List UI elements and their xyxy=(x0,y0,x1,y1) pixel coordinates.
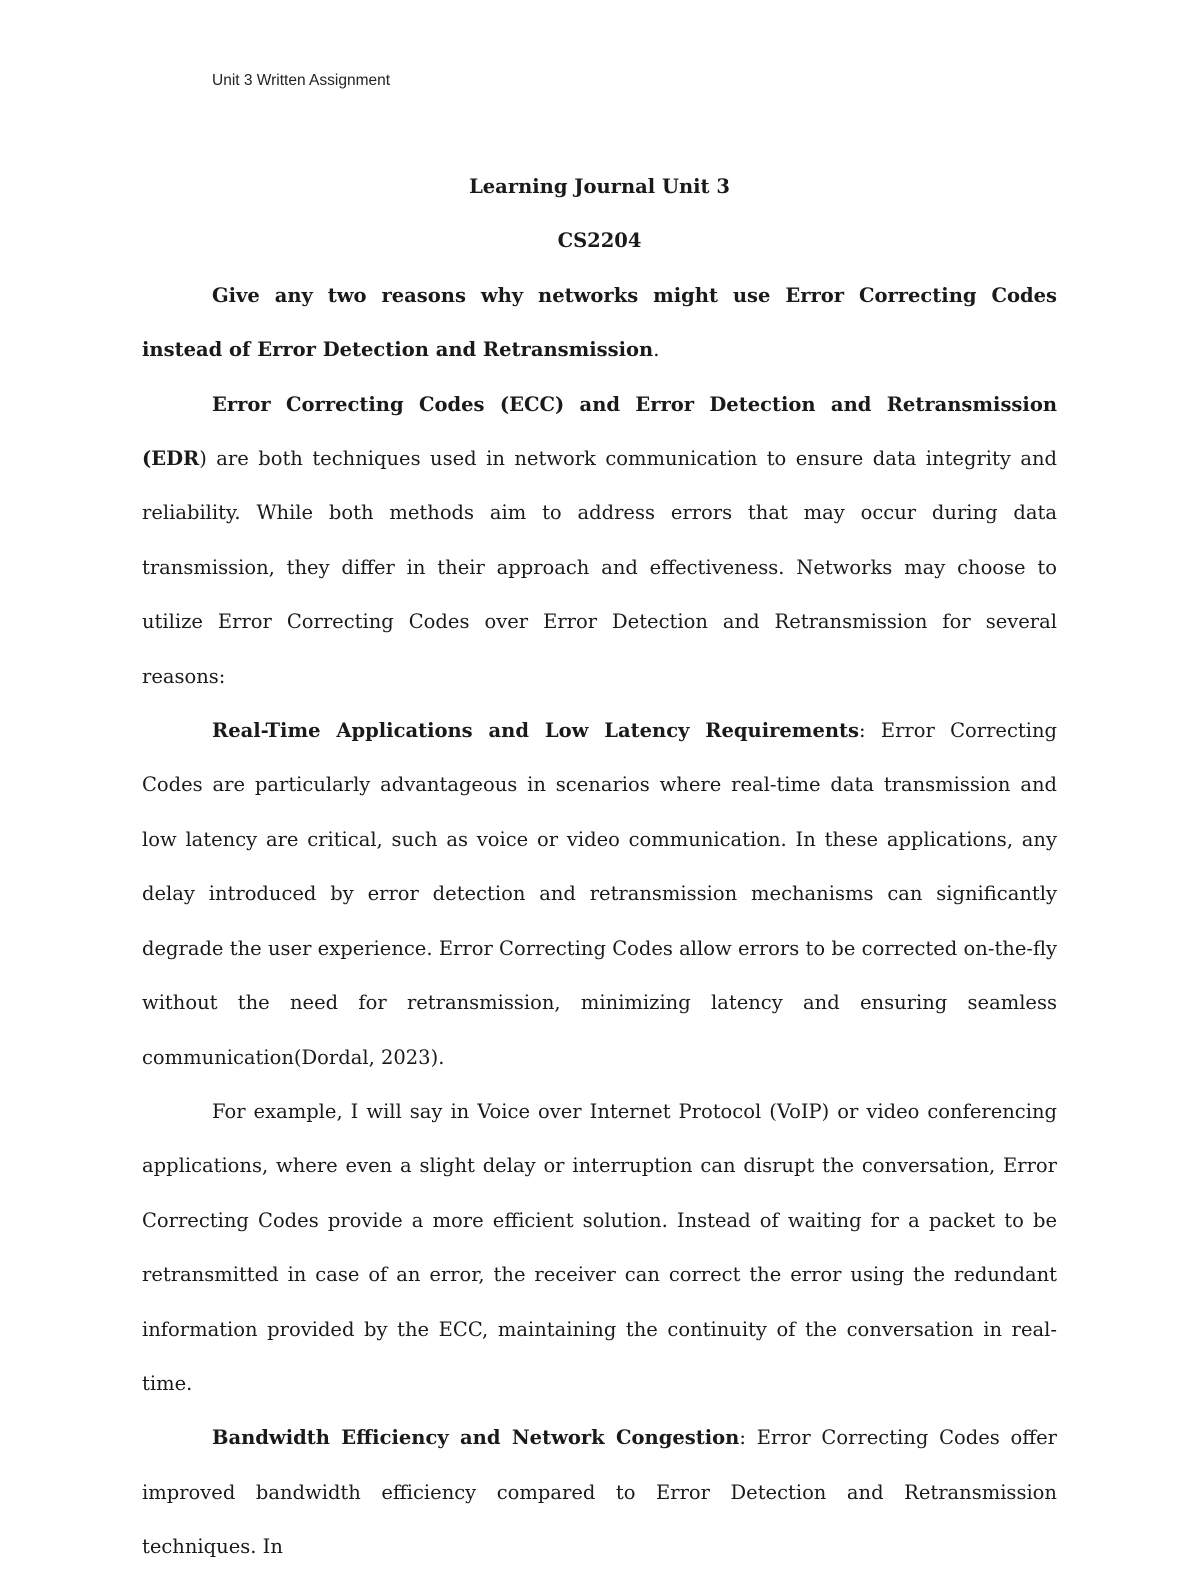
intro-paragraph xyxy=(142,378,1057,704)
question-text: Give any two reasons why networks might use Error Correcting Codes instead of Error Detection and Retransmission xyxy=(142,283,1057,362)
reason-1-text: : Error Correcting Codes are particularly advantageous in scenarios where real-time data transmission and low latency are critical, such as voice or video communication. In these applications, any delay introduced by error detection and retransmission mechanisms can significantly degrade the user experience. Error Correcting Codes allow errors to be corrected on-the-fly without the need for retransmission, minimizing latency and ensuring seamless communication(Dordal, 2023). xyxy=(142,719,1057,1069)
document-body xyxy=(142,160,1057,1575)
reason-2-heading: Bandwidth Efficiency and Network Congestion xyxy=(212,1426,740,1450)
course-code: CS2204 xyxy=(557,229,642,253)
journal-title: Learning Journal Unit 3 xyxy=(469,175,730,198)
reason-2-paragraph xyxy=(142,1411,1057,1574)
intro-bold: Error Correcting Codes (ECC) and Error Detection and Retransmission (EDR xyxy=(142,392,1057,471)
intro-text: ) are both techniques used in network communication to ensure data integrity and reliability. While both methods aim to address errors that may occur during data transmission, they differ in their approach and effectiveness. Networks may choose to utilize Error Correcting Codes over Error Detection and Retransmission for several reasons: xyxy=(142,447,1057,688)
question-paragraph xyxy=(142,269,1057,378)
reason-1-paragraph xyxy=(142,704,1057,1085)
running-header: Unit 3 Written Assignment xyxy=(212,72,391,89)
reason-2-text: : Error Correcting Codes offer improved bandwidth efficiency compared to Error Detection and Retransmission techniques. In xyxy=(142,1426,1058,1559)
example-paragraph: For example, I will say in Voice over Internet Protocol (VoIP) or video conferencing applications, where even a slight delay or interruption can disrupt the conversation, Error Correcting Codes provide a more efficient solution. Instead of waiting for a packet to be retransmitted in case of an error, the receiver can correct the error using the redundant information provided by the ECC, maintaining the continuity of the conversation in real-time. xyxy=(142,1099,1057,1395)
reason-1-heading: Real-Time Applications and Low Latency Requirements xyxy=(212,719,860,743)
question-period: . xyxy=(653,338,660,362)
